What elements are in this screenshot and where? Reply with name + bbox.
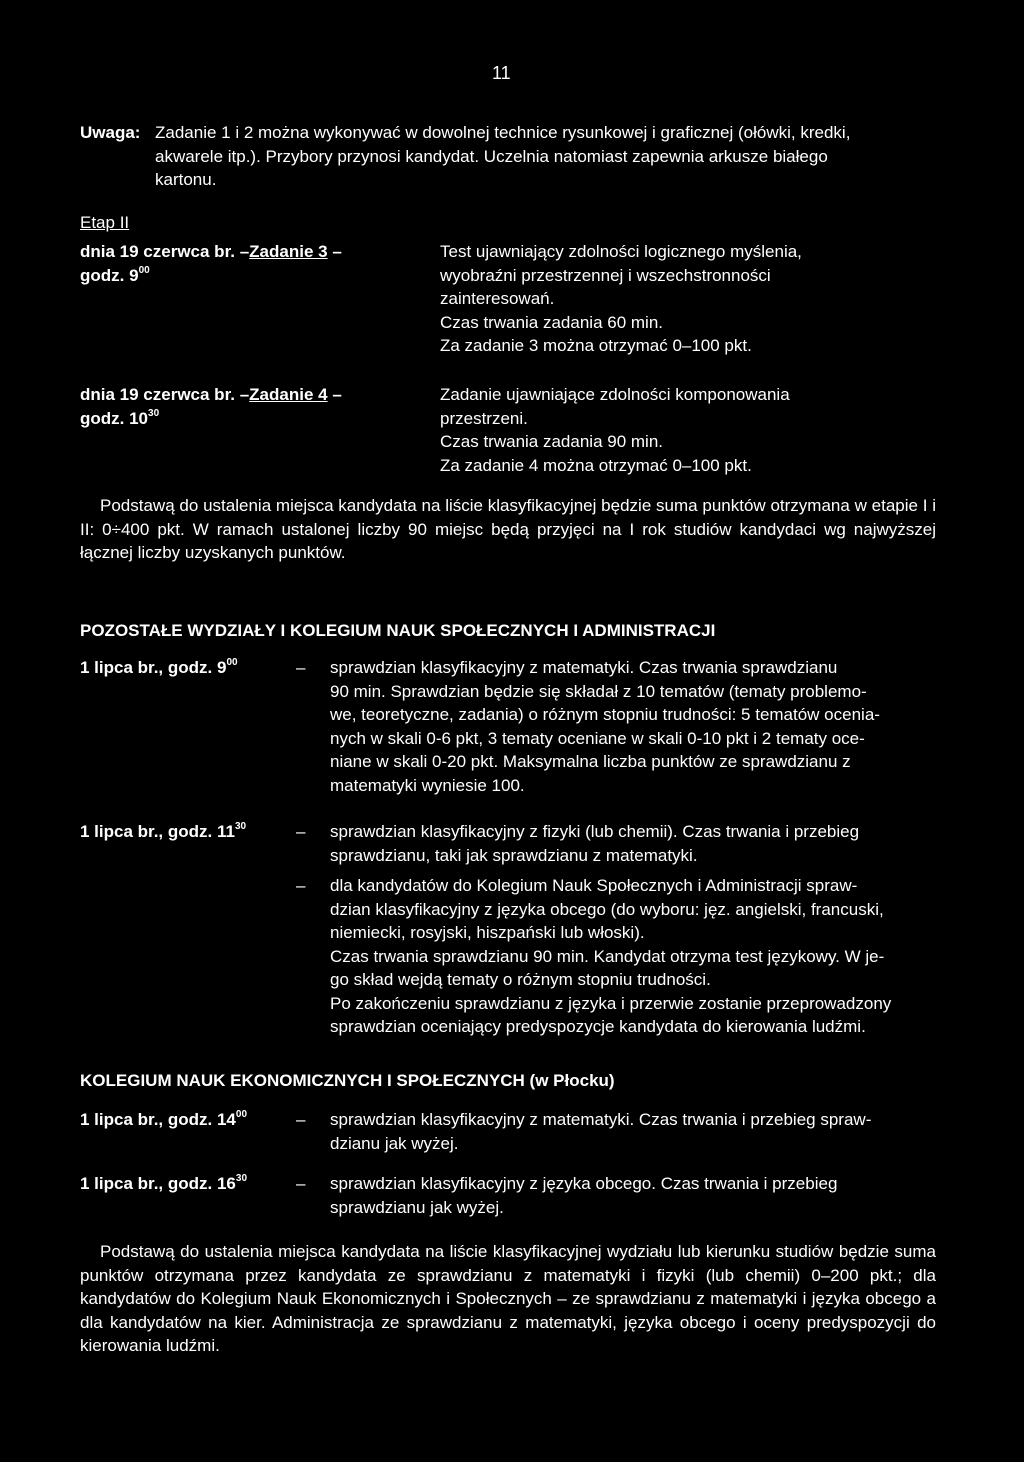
task-3-line: Za zadanie 3 można otrzymać 0–100 pkt. xyxy=(440,336,752,355)
time-sup: 30 xyxy=(148,407,160,419)
exam-line: dzianu jak wyżej. xyxy=(330,1133,459,1153)
exam-description-language xyxy=(330,874,930,1039)
exam-line: we, teoretyczne, zadania) o różnym stopniu trudności: 5 tematów oceniа- xyxy=(330,705,880,724)
exam-line: sprawdzian klasyfikacyjny z fizyki (lub chemii). Czas trwania i przebieg xyxy=(330,822,860,841)
date-base: 1 lipca br., godz. 16 xyxy=(80,1174,236,1193)
exam-date-plock-language xyxy=(80,1172,247,1196)
dash: – xyxy=(239,242,250,261)
page-number: 11 xyxy=(492,63,511,83)
task-4-line: przestrzeni. xyxy=(440,408,528,428)
task-3-line: wyobraźni przestrzennej i wszechstronności xyxy=(440,265,771,285)
exam-line: dzian klasyfikacyjny z języka obcego (do wyboru: jęz. angielski, francuski, xyxy=(330,899,884,919)
time-base: godz. 10 xyxy=(80,408,149,428)
task-4-date: dnia 19 czerwca br. xyxy=(80,385,235,404)
exam-line: sprawdzian klasyfikacyjny z języka obcego. Czas trwania i przebieg xyxy=(330,1174,838,1193)
task-4-schedule xyxy=(80,383,380,430)
exam-description-plock-math xyxy=(330,1108,930,1155)
dash: – xyxy=(296,876,306,895)
section-title-other-faculties: POZOSTAŁE WYDZIAŁY I KOLEGIUM NAUK SPOŁECZNYCH I ADMINISTRACJI xyxy=(80,621,716,640)
dash: – xyxy=(239,385,250,404)
date-base: 1 lipca br., godz. 9 xyxy=(80,658,227,677)
dash: – xyxy=(296,822,306,841)
dash: – xyxy=(332,385,342,404)
exam-line: niane w skali 0-20 pkt. Maksymalna liczba punktów ze sprawdzianu z xyxy=(330,752,851,771)
task-4-time xyxy=(80,407,380,431)
task-4-label: Zadanie 4 xyxy=(249,385,328,404)
exam-line: sprawdzian klasyfikacyjny z matematyki. Czas trwania sprawdzianu xyxy=(330,658,838,677)
exam-line: sprawdzianu jak wyżej. xyxy=(330,1197,504,1217)
exam-line: sprawdzianu, taki jak sprawdzianu z matematyki. xyxy=(330,845,698,865)
exam-line: go skład wejdą tematy o różnym stopniu trudności. xyxy=(330,970,711,989)
task-3-line: Czas trwania zadania 60 min. xyxy=(440,312,664,332)
time-sup: 00 xyxy=(138,264,150,276)
note-text xyxy=(155,121,935,192)
task-3-label: Zadanie 3 xyxy=(249,242,328,261)
date-sup: 00 xyxy=(226,657,238,668)
exam-date-math xyxy=(80,656,238,680)
date-base: 1 lipca br., godz. 11 xyxy=(80,822,235,841)
dash: – xyxy=(296,658,306,677)
exam-date-plock-math xyxy=(80,1108,247,1132)
task-4-line: Czas trwania zadania 90 min. xyxy=(440,432,664,451)
task-3-line: zainteresowań. xyxy=(440,289,555,308)
date-sup: 30 xyxy=(235,1173,248,1184)
stage-heading: Etap II xyxy=(80,213,130,232)
date-sup: 00 xyxy=(235,1109,248,1120)
task-4-line: Za zadanie 4 można otrzymać 0–100 pkt. xyxy=(440,455,752,475)
exam-line: Po zakończeniu sprawdzianu z języka i przerwie zostanie przeprowadzony xyxy=(330,993,892,1013)
exam-line: 90 min. Sprawdzian będzie się składał z 10 tematów (tematy problemo- xyxy=(330,681,867,701)
scoring-paragraph-2: Podstawą do ustalenia miejsca kandydata na liście klasyfikacyjnej wydziału lub kierunku studiów będzie suma punktów otrzymana przez kandydata ze sprawdzianu z matematyki i fizyki (lub chemii) 0–200 pkt.; dla kandydatów do Kolegium Nauk Ekonomicznych i Społecznych – ze sprawdzianu z matematyki i języka obcego a dla kandydatów na kier. Administracja ze sprawdzianu z matematyki, języka obcego i oceny predyspozycji do kierowania ludźmi. xyxy=(80,1242,936,1355)
exam-line: niemiecki, rosyjski, hiszpański lub włoski). xyxy=(330,923,645,942)
exam-description-plock-language xyxy=(330,1172,930,1219)
dash: – xyxy=(296,1174,306,1193)
exam-line: sprawdzian klasyfikacyjny z matematyki. Czas trwania i przebieg spraw- xyxy=(330,1110,872,1129)
exam-line: nych w skali 0-6 pkt, 3 tematy oceniane w skali 0-10 pkt i 2 tematy oce- xyxy=(330,728,865,748)
time-base: godz. 9 xyxy=(80,265,139,285)
task-4-description xyxy=(440,383,840,477)
dash: – xyxy=(296,1110,306,1129)
note-line: akwarele itp.). Przybory przynosi kandydat. Uczelnia natomiast zapewnia arkusze białego xyxy=(155,146,828,166)
scoring-paragraph-1: Podstawą do ustalenia miejsca kandydata na liście klasyfikacyjnej będzie suma punktów otrzymana w etapie I i II: 0÷400 pkt. W ramach ustalonej liczby 90 miejsc będą przyjęci na I rok studiów kandydaci wg najwyższej łącznej liczby uzyskanych punktów. xyxy=(80,496,936,562)
exam-description-physics xyxy=(330,820,930,867)
exam-line: dla kandydatów do Kolegium Nauk Społecznych i Administracji spraw- xyxy=(330,876,858,895)
task-3-schedule xyxy=(80,240,380,287)
exam-date-physics xyxy=(80,820,246,844)
date-sup: 30 xyxy=(234,821,247,832)
exam-line: Czas trwania sprawdzianu 90 min. Kandydat otrzyma test językowy. W je- xyxy=(330,946,885,966)
task-3-line: Test ujawniający zdolności logicznego myślenia, xyxy=(440,242,802,261)
note-label: Uwaga: xyxy=(80,123,141,142)
exam-line: sprawdzian oceniający predyspozycje kandydata do kierowania ludźmi. xyxy=(330,1017,866,1036)
task-3-date-line xyxy=(80,240,380,264)
note-line: Zadanie 1 i 2 można wykonywać w dowolnej technice rysunkowej i graficznej (ołówki, kredki, xyxy=(155,123,851,142)
task-3-description xyxy=(440,240,840,358)
task-4-date-line xyxy=(80,383,380,407)
section-title-plock: KOLEGIUM NAUK EKONOMICZNYCH I SPOŁECZNYCH (w Płocku) xyxy=(80,1071,615,1090)
task-3-date: dnia 19 czerwca br. xyxy=(80,242,235,261)
date-base: 1 lipca br., godz. 14 xyxy=(80,1110,236,1129)
dash: – xyxy=(332,242,342,261)
exam-line: matematyki wyniesie 100. xyxy=(330,775,525,795)
note-line: kartonu. xyxy=(155,170,217,189)
task-3-time xyxy=(80,264,380,288)
exam-description-math xyxy=(330,656,930,797)
task-4-line: Zadanie ujawniające zdolności komponowania xyxy=(440,385,790,404)
